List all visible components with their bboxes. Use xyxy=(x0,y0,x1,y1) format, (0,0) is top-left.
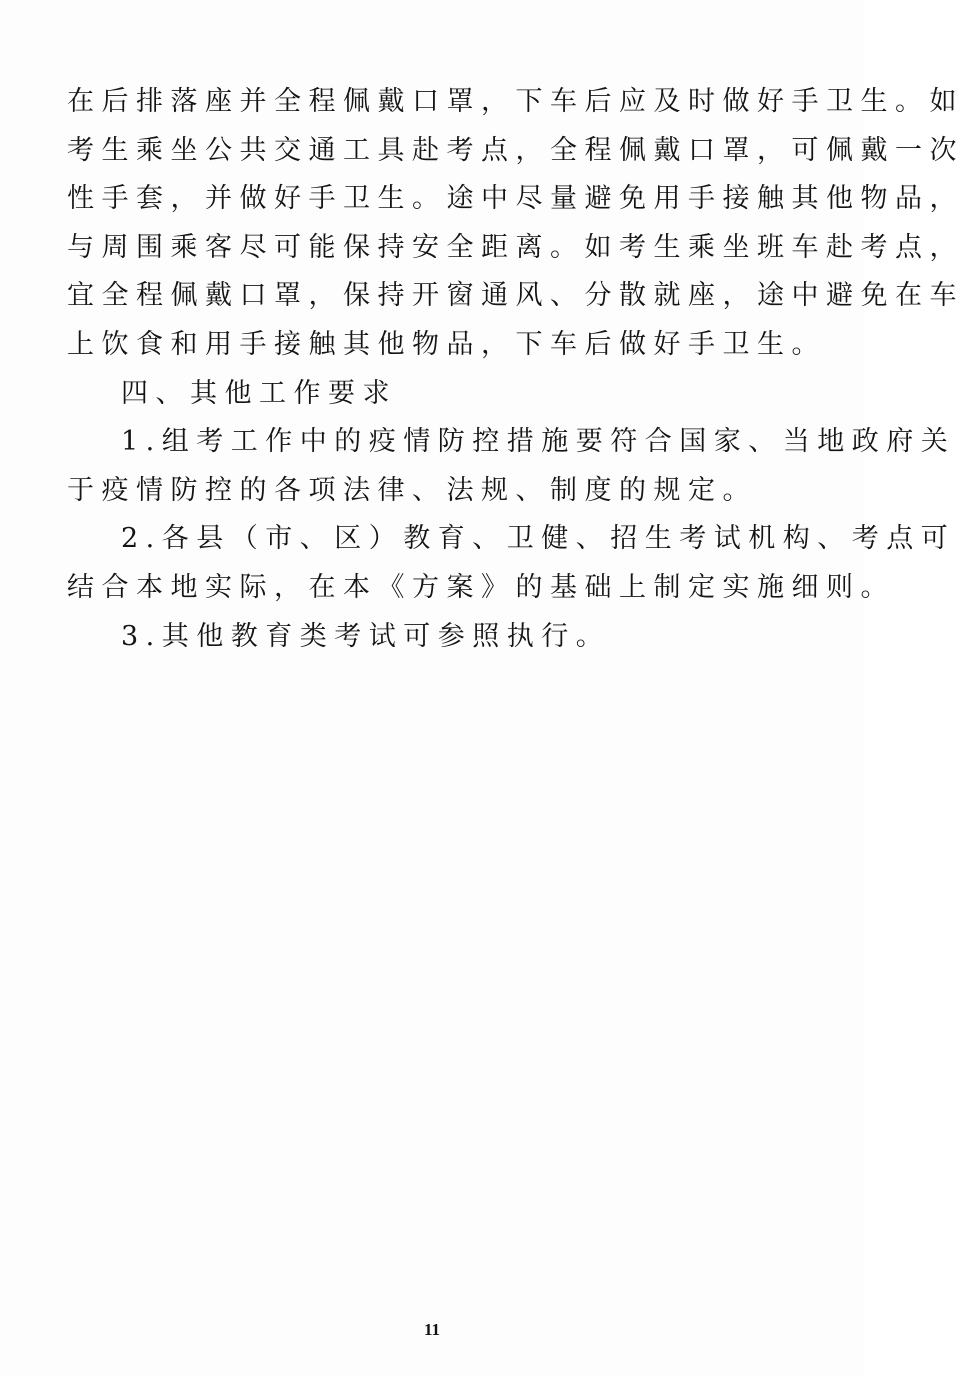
list-item-1-line-1: 1.组考工作中的疫情防控措施要符合国家、当地政府关 xyxy=(121,426,956,458)
body-line-2: 考生乘坐公共交通工具赴考点，全程佩戴口罩，可佩戴一次 xyxy=(67,134,964,166)
section-heading: 四、其他工作要求 xyxy=(121,377,397,409)
list-item-3: 3.其他教育类考试可参照执行。 xyxy=(121,620,611,652)
list-item-2-line-1: 2.各县（市、区）教育、卫健、招生考试机构、考点可 xyxy=(121,523,956,555)
list-item-2-line-2: 结合本地实际，在本《方案》的基础上制定实施细则。 xyxy=(67,571,895,603)
list-item-1-line-2: 于疫情防控的各项法律、法规、制度的规定。 xyxy=(67,474,757,506)
body-line-5: 宜全程佩戴口罩，保持开窗通风、分散就座，途中避免在车 xyxy=(67,280,964,312)
document-body xyxy=(67,78,964,661)
body-line-4: 与周围乘客尽可能保持安全距离。如考生乘坐班车赴考点， xyxy=(67,231,964,263)
body-line-1: 在后排落座并全程佩戴口罩，下车后应及时做好手卫生。如 xyxy=(67,86,964,117)
body-line-6: 上饮食和用手接触其他物品，下车后做好手卫生。 xyxy=(67,328,826,360)
page-number: 11 xyxy=(423,1320,441,1339)
body-line-3: 性手套，并做好手卫生。途中尽量避免用手接触其他物品， xyxy=(67,183,964,215)
